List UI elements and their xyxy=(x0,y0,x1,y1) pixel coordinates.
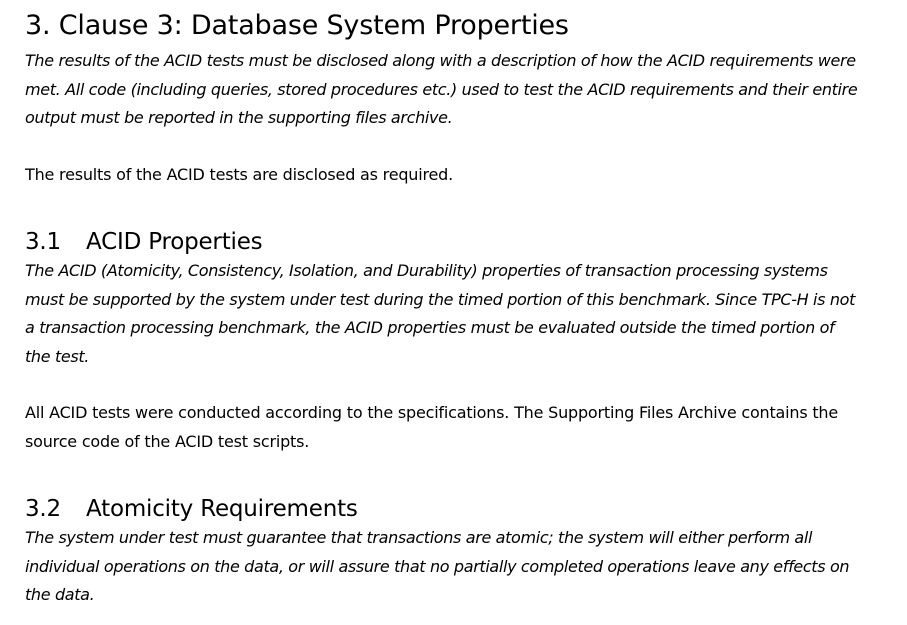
requirement-line: must be supported by the system under test during the timed portion of this benchmark. Since TPC-H is not xyxy=(25,289,856,309)
section-number: 3.1 xyxy=(25,229,61,255)
section-title: Atomicity Requirements xyxy=(86,496,358,522)
section-3-1-response xyxy=(25,399,897,456)
requirement-line: met. All code (including queries, stored procedures etc.) used to test the ACID requirements and their entire xyxy=(25,79,858,99)
response-line: source code of the ACID test scripts. xyxy=(25,431,310,451)
section-number: 3.2 xyxy=(25,496,61,522)
requirement-line: output must be reported in the supporting files archive. xyxy=(25,108,453,127)
section-title: ACID Properties xyxy=(86,229,263,255)
requirement-line: the test. xyxy=(25,346,90,366)
requirement-line: the data. xyxy=(25,585,95,604)
requirement-line: The results of the ACID tests must be disclosed along with a description of how the ACID requirements were xyxy=(25,51,856,70)
requirement-line: The system under test must guarantee that transactions are atomic; the system will either perform all xyxy=(25,528,813,547)
response-line: All ACID tests were conducted according to the specifications. The Supporting Files Archive contains the xyxy=(25,403,839,422)
document-page xyxy=(25,8,897,610)
clause-3-response: The results of the ACID tests are disclosed as required. xyxy=(25,164,453,184)
section-3-1-heading xyxy=(25,227,897,257)
requirement-line: individual operations on the data, or will assure that no partially completed operations leave any effects on xyxy=(25,556,850,576)
section-3-2-heading xyxy=(25,494,897,524)
requirement-line: The ACID (Atomicity, Consistency, Isolation, and Durability) properties of transaction processing systems xyxy=(25,261,828,280)
clause-3-heading: 3. Clause 3: Database System Properties xyxy=(25,10,569,41)
clause-3-requirement xyxy=(25,47,897,133)
section-3-1-requirement xyxy=(25,257,897,371)
section-3-2-requirement xyxy=(25,524,897,610)
requirement-line: a transaction processing benchmark, the ACID properties must be evaluated outside the timed portion of xyxy=(25,318,835,337)
